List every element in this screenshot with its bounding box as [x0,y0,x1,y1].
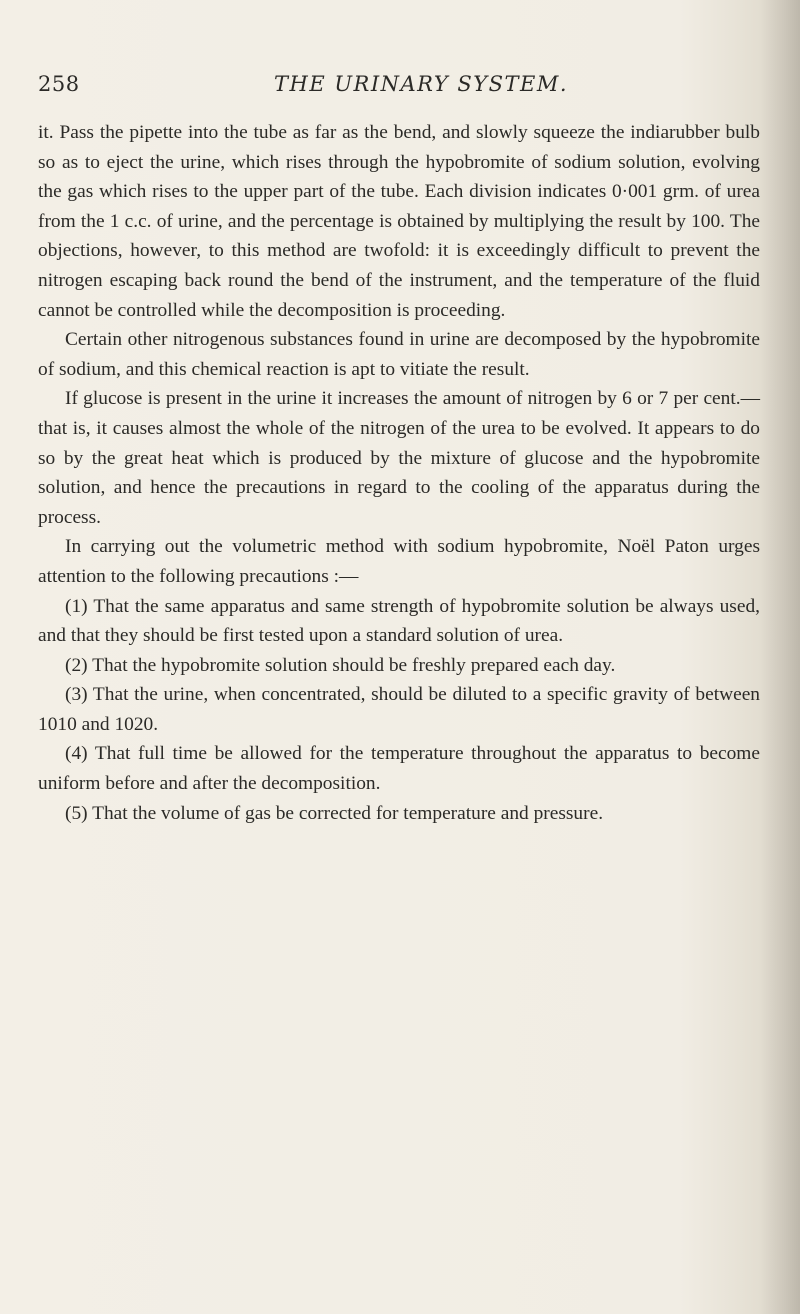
precaution-item-3: (3) That the urine, when concentrated, should be diluted to a specific gravity of between 1010 and 1020. [38,684,760,735]
precaution-item-5: (5) That the volume of gas be corrected for temperature and pressure. [65,802,604,824]
body-text [38,118,760,828]
paragraph-nitrogenous-substances: Certain other nitrogenous substances found in urine are decomposed by the hypobromite of sodium, and this chemical reaction is apt to vitiate the result. [38,329,760,380]
precaution-item-4: (4) That full time be allowed for the temperature throughout the apparatus to become uniform before and after the decomposition. [38,743,760,795]
page-number: 258 [38,72,80,96]
precaution-item-1: (1) That the same apparatus and same strength of hypobromite solution be always used, and that they should be first tested upon a standard solution of urea. [38,595,760,647]
paragraph-precautions-intro: In carrying out the volumetric method with sodium hypobromite, Noël Paton urges attention to the following precautions :— [38,536,760,587]
paragraph-glucose: If glucose is present in the urine it increases the amount of nitrogen by 6 or 7 per cent.—that is, it causes almost the whole of the nitrogen of the urea to be evolved. It appears to do so by the great heat which is produced by the mixture of glucose and the hypobromite solution, and hence the precautions in regard to the cooling of the apparatus during the process. [38,388,760,528]
page-header [38,72,758,102]
paragraph-continued: it. Pass the pipette into the tube as far as the bend, and slowly squeeze the indiarubber bulb so as to eject the urine, which rises through the hypobromite of sodium solution, evolving the gas which rises to the upper part of the tube. Each division indicates 0·001 grm. of urea from the 1 c.c. of urine, and the percentage is obtained by multiplying the result by 100. The objections, however, to this method are twofold: it is exceedingly difficult to prevent the nitrogen escaping back round the bend of the instrument, and the temperature of the fluid cannot be controlled while the decomposition is proceeding. [38,122,760,321]
page-edge-shadow [760,0,800,1314]
precaution-item-2: (2) That the hypobromite solution should be freshly prepared each day. [65,654,616,676]
running-title: THE URINARY SYSTEM. [274,72,569,96]
